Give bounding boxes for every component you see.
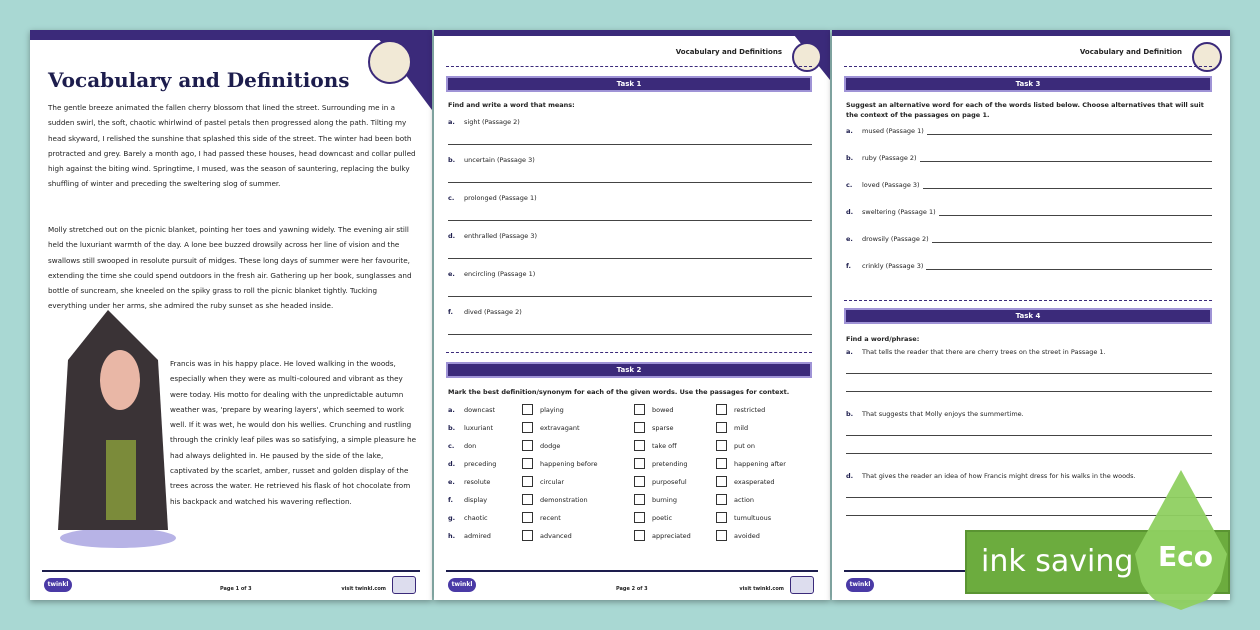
answer-line[interactable] bbox=[920, 161, 1212, 162]
ink-saving-label: ink saving bbox=[981, 544, 1134, 579]
item-letter: a. bbox=[846, 127, 853, 135]
item-letter: f. bbox=[448, 308, 453, 316]
passage-3: Francis was in his happy place. He loved walking in the woods, especially when they were as multi-coloured and vibrant as they were today. His motto for dealing with the unpredictable autumn weather was, 'prepare by wearing layers', which seemed to work well. If it was wet, he would don his wellies. Crunching and rustling through the crinkly leaf piles was so satisfying, a simple pleasure he had always delighted in. He paused by the side of the lake, captivated by the scarlet, amber, russet and golden display of the trees across the water. He retrieved his flask of hot chocolate from his backpack and watched his wavering reflection. bbox=[170, 359, 417, 506]
item-letter: a. bbox=[846, 348, 853, 356]
task-3-instruction: Suggest an alternative word for each of the words listed below. Choose alternatives that will suit the context of the passages on page 1. bbox=[846, 101, 1204, 119]
option-checkbox[interactable] bbox=[634, 440, 645, 451]
item-prompt: enthralled (Passage 3) bbox=[464, 232, 538, 240]
option-checkbox[interactable] bbox=[716, 476, 727, 487]
task-4-header: Task 4 bbox=[844, 308, 1212, 324]
quality-badge-icon bbox=[392, 576, 416, 594]
answer-line[interactable] bbox=[939, 215, 1212, 216]
task-3-item bbox=[846, 208, 1212, 216]
task-1-instruction: Find and write a word that means: bbox=[448, 101, 575, 109]
task-4-item bbox=[846, 410, 1212, 454]
row-word: display bbox=[464, 496, 488, 504]
option-checkbox[interactable] bbox=[522, 458, 533, 469]
option-checkbox[interactable] bbox=[634, 404, 645, 415]
worksheet-page-1 bbox=[30, 30, 432, 600]
answer-line[interactable] bbox=[448, 182, 812, 183]
item-row bbox=[846, 472, 1212, 480]
row-word: preceding bbox=[464, 460, 497, 468]
task-4-item bbox=[846, 472, 1212, 516]
option-checkbox[interactable] bbox=[716, 404, 727, 415]
option-label: restricted bbox=[734, 406, 766, 414]
row-letter: g. bbox=[448, 514, 456, 522]
task-2-row bbox=[448, 460, 820, 474]
row-letter: h. bbox=[448, 532, 456, 540]
task-2-row bbox=[448, 442, 820, 456]
page-header-bar bbox=[434, 30, 830, 36]
page-header-bar bbox=[832, 30, 1230, 36]
page-header: Vocabulary and Definition bbox=[1079, 48, 1182, 56]
answer-line[interactable] bbox=[926, 269, 1212, 270]
option-label: circular bbox=[540, 478, 565, 486]
item-letter: e. bbox=[448, 270, 455, 278]
answer-line[interactable] bbox=[448, 296, 812, 297]
page-number: Page 1 of 3 bbox=[220, 586, 252, 592]
option-checkbox[interactable] bbox=[522, 512, 533, 523]
eco-label: Eco bbox=[1158, 540, 1213, 573]
task-1-item bbox=[448, 308, 812, 346]
option-label: burning bbox=[652, 496, 677, 504]
answer-line[interactable] bbox=[846, 373, 1212, 374]
option-checkbox[interactable] bbox=[716, 494, 727, 505]
page-number: Page 2 of 3 bbox=[616, 586, 648, 592]
answer-line[interactable] bbox=[927, 134, 1212, 135]
answer-line[interactable] bbox=[448, 144, 812, 145]
mole-mascot-icon bbox=[792, 42, 822, 72]
item-prompt: ruby (Passage 2) bbox=[862, 154, 917, 162]
item-letter: d. bbox=[448, 232, 456, 240]
answer-line[interactable] bbox=[932, 242, 1212, 243]
task-1-item bbox=[448, 194, 812, 232]
item-prompt: That gives the reader an idea of how Francis might dress for his walks in the woods. bbox=[862, 472, 1136, 480]
site-link[interactable]: visit twinkl.com bbox=[739, 586, 784, 592]
item-prompt: mused (Passage 1) bbox=[862, 127, 924, 135]
twinkl-logo: twinkl bbox=[44, 578, 72, 592]
answer-line[interactable] bbox=[846, 497, 1212, 498]
item-letter: e. bbox=[846, 235, 853, 243]
item-letter: f. bbox=[846, 262, 851, 270]
page-header-bar bbox=[30, 30, 432, 40]
item-letter: c. bbox=[448, 194, 455, 202]
option-label: tumultuous bbox=[734, 514, 772, 522]
task-2-row bbox=[448, 514, 820, 528]
option-checkbox[interactable] bbox=[634, 458, 645, 469]
row-word: don bbox=[464, 442, 477, 450]
item-prompt: encircling (Passage 1) bbox=[464, 270, 536, 278]
option-checkbox[interactable] bbox=[522, 440, 533, 451]
item-letter: d. bbox=[846, 208, 854, 216]
option-label: extravagant bbox=[540, 424, 580, 432]
row-word: luxuriant bbox=[464, 424, 494, 432]
page-header: Vocabulary and Definitions bbox=[675, 48, 782, 56]
row-word: chaotic bbox=[464, 514, 488, 522]
option-label: demonstration bbox=[540, 496, 588, 504]
answer-line[interactable] bbox=[846, 435, 1212, 436]
task-3-item bbox=[846, 127, 1212, 135]
option-checkbox[interactable] bbox=[522, 476, 533, 487]
option-label: recent bbox=[540, 514, 561, 522]
row-letter: e. bbox=[448, 478, 455, 486]
divider bbox=[844, 66, 1212, 67]
option-label: action bbox=[734, 496, 755, 504]
option-label: advanced bbox=[540, 532, 572, 540]
mole-mascot-icon bbox=[1192, 42, 1222, 72]
option-label: pretending bbox=[652, 460, 688, 468]
option-label: mild bbox=[734, 424, 749, 432]
twinkl-logo: twinkl bbox=[448, 578, 476, 592]
divider bbox=[844, 300, 1212, 301]
item-prompt: crinkly (Passage 3) bbox=[862, 262, 924, 270]
option-label: poetic bbox=[652, 514, 673, 522]
option-checkbox[interactable] bbox=[634, 530, 645, 541]
task-3-header: Task 3 bbox=[844, 76, 1212, 92]
answer-line[interactable] bbox=[846, 453, 1212, 454]
row-letter: b. bbox=[448, 424, 456, 432]
task-1-header: Task 1 bbox=[446, 76, 812, 92]
answer-line[interactable] bbox=[923, 188, 1212, 189]
row-word: admired bbox=[464, 532, 491, 540]
item-letter: d. bbox=[846, 472, 854, 480]
option-checkbox[interactable] bbox=[716, 440, 727, 451]
item-letter: c. bbox=[846, 181, 853, 189]
option-checkbox[interactable] bbox=[634, 512, 645, 523]
row-letter: a. bbox=[448, 406, 455, 414]
option-label: playing bbox=[540, 406, 564, 414]
mole-mascot-icon bbox=[368, 40, 412, 84]
task-1-item bbox=[448, 270, 812, 308]
option-label: happening before bbox=[540, 460, 598, 468]
footer-rule bbox=[446, 570, 818, 572]
item-prompt: That suggests that Molly enjoys the summertime. bbox=[862, 410, 1024, 418]
item-prompt: uncertain (Passage 3) bbox=[464, 156, 535, 164]
item-prompt: sweltering (Passage 1) bbox=[862, 208, 936, 216]
option-checkbox[interactable] bbox=[634, 494, 645, 505]
option-label: bowed bbox=[652, 406, 674, 414]
quality-badge-icon bbox=[790, 576, 814, 594]
option-label: put on bbox=[734, 442, 755, 450]
item-prompt: prolonged (Passage 1) bbox=[464, 194, 537, 202]
divider bbox=[446, 66, 812, 67]
option-checkbox[interactable] bbox=[716, 422, 727, 433]
twinkl-logo: twinkl bbox=[846, 578, 874, 592]
answer-line[interactable] bbox=[448, 220, 812, 221]
row-letter: c. bbox=[448, 442, 455, 450]
task-2-header: Task 2 bbox=[446, 362, 812, 378]
site-link[interactable]: visit twinkl.com bbox=[341, 586, 386, 592]
item-row bbox=[846, 348, 1212, 356]
task-3-item bbox=[846, 235, 1212, 243]
option-checkbox[interactable] bbox=[716, 530, 727, 541]
option-label: appreciated bbox=[652, 532, 691, 540]
option-label: happening after bbox=[734, 460, 786, 468]
item-row bbox=[846, 410, 1212, 418]
task-2-instruction: Mark the best definition/synonym for each of the given words. Use the passages for context. bbox=[448, 388, 790, 396]
task-2-row bbox=[448, 424, 820, 438]
option-label: avoided bbox=[734, 532, 760, 540]
task-1-item bbox=[448, 118, 812, 156]
mole-illustration bbox=[48, 300, 178, 550]
task-3-item bbox=[846, 154, 1212, 162]
footer-rule bbox=[42, 570, 420, 572]
answer-line[interactable] bbox=[846, 391, 1212, 392]
task-4-instruction: Find a word/phrase: bbox=[846, 335, 920, 343]
option-label: take off bbox=[652, 442, 677, 450]
item-prompt: drowsily (Passage 2) bbox=[862, 235, 929, 243]
option-checkbox[interactable] bbox=[716, 512, 727, 523]
task-3-item bbox=[846, 262, 1212, 270]
item-prompt: loved (Passage 3) bbox=[862, 181, 920, 189]
task-1-item bbox=[448, 232, 812, 270]
task-2-row bbox=[448, 532, 820, 546]
item-prompt: dived (Passage 2) bbox=[464, 308, 522, 316]
option-label: sparse bbox=[652, 424, 674, 432]
task-2-row bbox=[448, 406, 820, 420]
option-checkbox[interactable] bbox=[522, 422, 533, 433]
task-1-item bbox=[448, 156, 812, 194]
option-checkbox[interactable] bbox=[634, 476, 645, 487]
option-label: exasperated bbox=[734, 478, 775, 486]
answer-line[interactable] bbox=[448, 258, 812, 259]
page-title: Vocabulary and Definitions bbox=[48, 68, 350, 92]
worksheet-page-2 bbox=[434, 30, 830, 600]
task-3-item bbox=[846, 181, 1212, 189]
row-word: downcast bbox=[464, 406, 496, 414]
divider bbox=[446, 352, 812, 353]
task-2-row bbox=[448, 496, 820, 510]
option-label: dodge bbox=[540, 442, 561, 450]
option-checkbox[interactable] bbox=[716, 458, 727, 469]
row-word: resolute bbox=[464, 478, 491, 486]
option-label: purposeful bbox=[652, 478, 687, 486]
option-checkbox[interactable] bbox=[522, 494, 533, 505]
item-letter: a. bbox=[448, 118, 455, 126]
option-checkbox[interactable] bbox=[522, 404, 533, 415]
passage-2: Molly stretched out on the picnic blanket, pointing her toes and yawning widely. The evening air still held the luxuriant warmth of the day. A lone bee buzzed drowsily across her line of vision and the swallows still swooped in resolute pursuit of midges. These long days of summer were her favourite, extending the time she could spend outdoors in the fresh air. Gathering up her book, sunglasses and bottle of suncream, she kneeled on the spiky grass to roll the picnic blanket tightly. Tucking everything under her arms, she admired the ruby sunset as she headed inside. bbox=[48, 225, 412, 311]
passage-1: The gentle breeze animated the fallen cherry blossom that lined the street. Surrounding me in a sudden swirl, the soft, chaotic whirlwind of pastel petals then progressed along the path. Tilting my head skyward, I relished the sunshine that splashed this side of the street. The winter had been both protracted and grey. Barely a month ago, I had passed these houses, head downcast and collar pulled high against the biting wind. Springtime, I mused, was the season of sauntering, replacing the bulky shuffling of winter and preceding the sweltering slog of summer. bbox=[48, 103, 416, 189]
row-letter: f. bbox=[448, 496, 453, 504]
option-checkbox[interactable] bbox=[634, 422, 645, 433]
answer-line[interactable] bbox=[448, 334, 812, 335]
item-prompt: sight (Passage 2) bbox=[464, 118, 520, 126]
task-2-row bbox=[448, 478, 820, 492]
item-letter: b. bbox=[846, 154, 854, 162]
row-letter: d. bbox=[448, 460, 456, 468]
task-4-item bbox=[846, 348, 1212, 392]
item-letter: b. bbox=[448, 156, 456, 164]
item-prompt: That tells the reader that there are cherry trees on the street in Passage 1. bbox=[862, 348, 1106, 356]
item-letter: b. bbox=[846, 410, 854, 418]
option-checkbox[interactable] bbox=[522, 530, 533, 541]
